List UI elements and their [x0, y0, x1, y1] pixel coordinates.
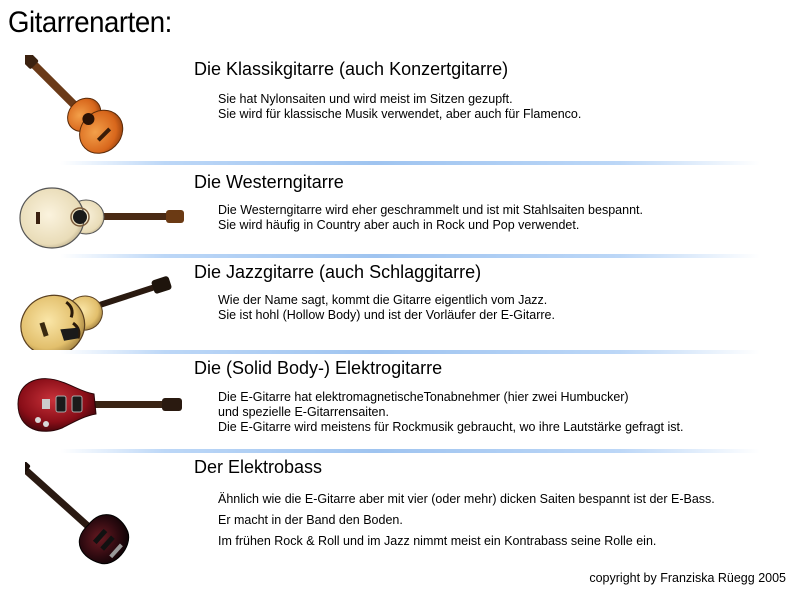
text-line: und spezielle E-Gitarrensaiten. — [218, 405, 389, 419]
text-line: Sie wird häufig in Country aber auch in Rock und Pop verwendet. — [218, 218, 580, 232]
section-heading: Der Elektrobass — [194, 457, 323, 477]
text-line: Im frühen Rock & Roll und im Jazz nimmt meist ein Kontrabass seine Rolle ein. — [218, 534, 657, 548]
section-text — [218, 293, 555, 323]
divider — [60, 350, 760, 354]
text-line: Wie der Name sagt, kommt die Gitarre eigentlich vom Jazz. — [218, 293, 548, 307]
text-line: Die Westerngitarre wird eher geschrammelt und ist mit Stahlsaiten bespannt. — [218, 203, 643, 217]
text-line: Er macht in der Band den Boden. — [218, 513, 403, 527]
section-text — [218, 390, 683, 435]
divider — [60, 254, 760, 258]
section-text — [218, 489, 715, 552]
text-line: Sie wird für klassische Musik verwendet, aber auch für Flamenco. — [218, 107, 582, 121]
text-line: Die E-Gitarre wird meistens für Rockmusik gebraucht, wo ihre Lautstärke gefragt ist. — [218, 420, 684, 434]
text-line: Die E-Gitarre hat elektromagnetischeTonabnehmer (hier zwei Humbucker) — [218, 390, 629, 404]
western-guitar-image — [14, 182, 186, 254]
section-text — [218, 92, 581, 122]
electric-bass-image — [25, 462, 155, 590]
section-heading: Die Jazzgitarre (auch Schlaggitarre) — [194, 262, 482, 282]
electric-guitar-image — [12, 370, 184, 440]
classical-guitar-image — [25, 55, 125, 160]
page-title: Gitarrenarten: — [8, 6, 172, 39]
section-heading: Die Westerngitarre — [194, 172, 344, 192]
copyright-text: copyright by Franziska Rüegg 2005 — [589, 571, 786, 585]
text-line: Sie ist hohl (Hollow Body) und ist der Vorläufer der E-Gitarre. — [218, 308, 555, 322]
text-line: Ähnlich wie die E-Gitarre aber mit vier (oder mehr) dicken Saiten bespannt ist der E-Bass. — [218, 492, 715, 506]
section-heading: Die Klassikgitarre (auch Konzertgitarre) — [194, 59, 509, 79]
jazz-guitar-image — [12, 270, 177, 350]
divider — [60, 161, 760, 165]
text-line: Sie hat Nylonsaiten und wird meist im Sitzen gezupft. — [218, 92, 513, 106]
divider — [60, 449, 760, 453]
section-heading: Die (Solid Body-) Elektrogitarre — [194, 358, 443, 378]
section-text — [218, 203, 643, 233]
